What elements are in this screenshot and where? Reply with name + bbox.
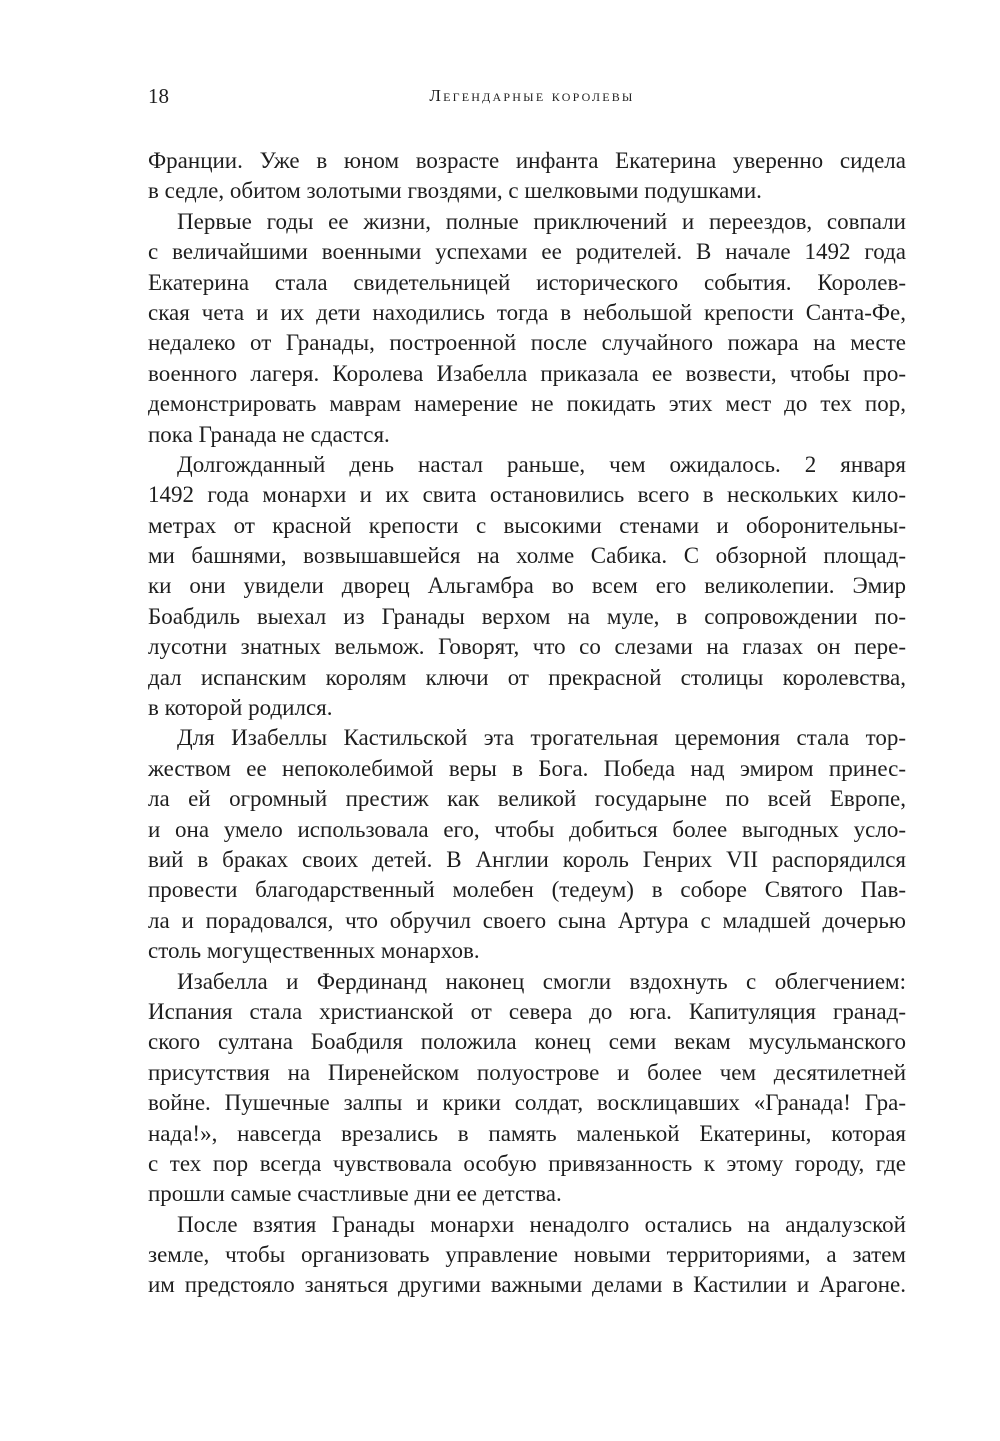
- text-line: Для Изабеллы Кастильской эта трогательная церемония стала тор-: [177, 725, 906, 751]
- text-line: Первые годы ее жизни, полные приключений и переездов, совпали: [177, 208, 906, 234]
- text-line: с величайшими военными успехами ее родителей. В начале 1492 года: [148, 239, 906, 265]
- running-title: Легендарные королевы: [429, 86, 635, 105]
- text-line: После взятия Гранады монархи ненадолго остались на андалузской: [177, 1211, 906, 1237]
- text-line: ла ей огромный престиж как великой государыне по всей Европе,: [148, 786, 906, 812]
- text-line: Изабелла и Фердинанд наконец смогли вздохнуть с облегчением:: [177, 968, 906, 994]
- text-line: Франции. Уже в юном возрасте инфанта Екатерина уверенно сидела: [148, 148, 906, 173]
- text-line: Испания стала христианской от севера до юга. Капитуляция гранад-: [148, 998, 906, 1024]
- text-line: провести благодарственный молебен (тедеум) в соборе Святого Пав-: [148, 877, 906, 903]
- text-line: недалеко от Гранады, построенной после случайного пожара на месте: [148, 330, 906, 356]
- text-line: 1492 года монархи и их свита остановились всего в нескольких кило-: [148, 482, 906, 508]
- text-line: ского султана Боабдиля положила конец семи векам мусульманского: [148, 1029, 906, 1055]
- text-line: столь могущественных монархов.: [148, 938, 480, 964]
- text-line: присутствия на Пиренейском полуострове и более чем десятилетней: [148, 1059, 906, 1085]
- text-line: пока Гранада не сдастся.: [148, 421, 390, 447]
- page-header: [148, 84, 906, 112]
- text-line: вий в браках своих детей. В Англии король Генрих VII распорядился: [148, 846, 906, 872]
- paragraph: [148, 207, 906, 450]
- text-line: метрах от красной крепости с высокими стенами и оборонительны-: [148, 512, 906, 538]
- text-line: земле, чтобы организовать управление новыми территориями, а затем: [148, 1242, 906, 1268]
- text-line: ки они увидели дворец Альгамбра во всем его великолепии. Эмир: [148, 573, 906, 599]
- paragraph: [148, 967, 906, 1210]
- text-line: ская чета и их дети находились тогда в небольшой крепости Санта-Фе,: [148, 299, 906, 325]
- text-line: в которой родился.: [148, 695, 333, 721]
- text-line: нада!», навсегда врезались в память маленькой Екатерины, которая: [148, 1120, 906, 1146]
- text-line: военного лагеря. Королева Изабелла приказала ее возвести, чтобы про-: [148, 360, 906, 386]
- text-line: им предстояло заняться другими важными делами в Кастилии и Арагоне.: [148, 1272, 906, 1298]
- text-line: ми башнями, возвышавшейся на холме Сабика. С обзорной площад-: [148, 543, 906, 569]
- text-line: жеством ее непоколебимой веры в Бога. Победа над эмиром принес-: [148, 755, 906, 781]
- text-line: ла и порадовался, что обручил своего сына Артура с младшей дочерью: [148, 907, 906, 933]
- text-line: и она умело использовала его, чтобы добиться более выгодных усло-: [148, 816, 906, 842]
- text-line: дал испанским королям ключи от прекрасной столицы королевства,: [148, 664, 906, 690]
- text-line: демонстрировать маврам намерение не покидать этих мест до тех пор,: [148, 391, 906, 417]
- paragraph: [148, 450, 906, 724]
- text-line: лусотни знатных вельмож. Говорят, что со слезами на глазах он пере-: [148, 634, 906, 660]
- text-line: Екатерина стала свидетельницей исторического события. Королев-: [148, 269, 906, 295]
- text-line: с тех пор всегда чувствовала особую привязанность к этому городу, где: [148, 1150, 906, 1176]
- page-number: 18: [148, 84, 169, 108]
- paragraph: [148, 146, 906, 207]
- paragraph: [148, 723, 906, 966]
- paragraph: [148, 1210, 906, 1301]
- text-line: в седле, обитом золотыми гвоздями, с шелковыми подушками.: [148, 178, 762, 204]
- text-line: Долгожданный день настал раньше, чем ожидалось. 2 января: [177, 451, 906, 477]
- text-line: прошли самые счастливые дни ее детства.: [148, 1181, 562, 1207]
- text-line: Боабдиль выехал из Гранады верхом на муле, в сопровождении по-: [148, 603, 906, 629]
- page-body: [148, 146, 906, 1301]
- text-line: войне. Пушечные залпы и крики солдат, восклицавших «Гранада! Гра-: [148, 1090, 906, 1116]
